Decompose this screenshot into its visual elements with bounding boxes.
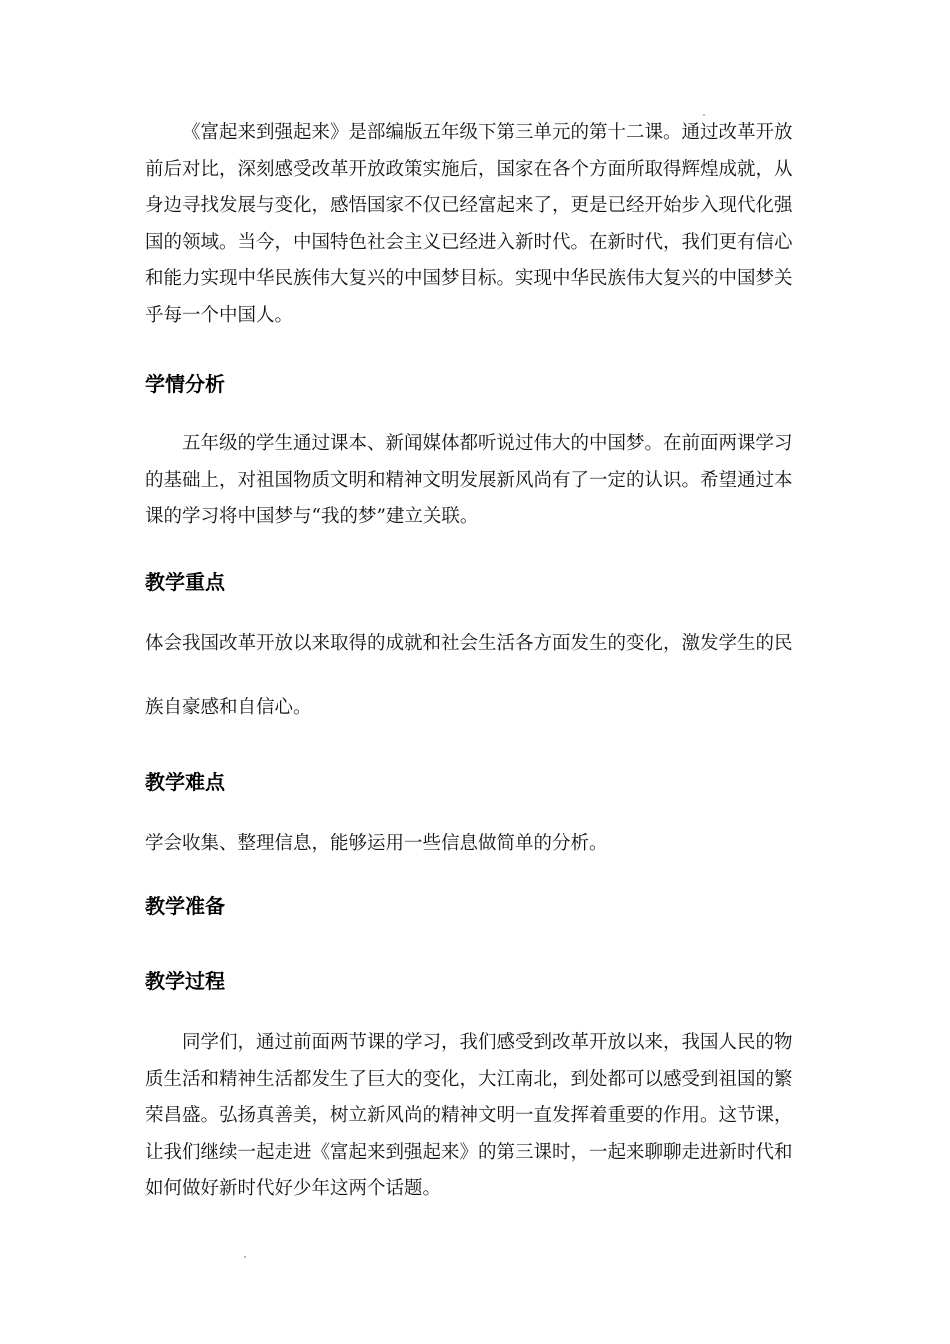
process-paragraph: 同学们，通过前面两节课的学习，我们感受到改革开放以来，我国人民的物质生活和精神生活都发生了巨大的变化，大江南北，到处都可以感受到祖国的繁荣昌盛。弘扬真善美，树立新风尚的精神文明一直发挥着重要的作用。这节课，让我们继续一起走进《富起来到强起来》的第三课时，一起来聊聊走进新时代和如何做好新时代好少年这两个话题。 bbox=[145, 1032, 793, 1199]
section-heading-preparation: 教学准备 bbox=[145, 894, 225, 918]
section-heading-difficulties: 教学难点 bbox=[145, 770, 225, 794]
key-points-paragraph: 体会我国改革开放以来取得的成就和社会生活各方面发生的变化，激发学生的民族自豪感和自信心。 bbox=[145, 633, 793, 718]
difficulties-paragraph: 学会收集、整理信息，能够运用一些信息做简单的分析。 bbox=[145, 833, 608, 854]
section-heading-student-analysis: 学情分析 bbox=[145, 372, 225, 396]
student-analysis-paragraph: 五年级的学生通过课本、新闻媒体都听说过伟大的中国梦。在前面两课学习的基础上，对祖国物质文明和精神文明发展新风尚有了一定的认识。希望通过本课的学习将中国梦与“我的梦”建立关联。 bbox=[145, 433, 793, 527]
scan-speck bbox=[244, 1256, 246, 1258]
intro-paragraph: 《富起来到强起来》是部编版五年级下第三单元的第十二课。通过改革开放前后对比，深刻感受改革开放政策实施后，国家在各个方面所取得辉煌成就，从身边寻找发展与变化，感悟国家不仅已经富起来了，更是已经开始步入现代化强国的领域。当今，中国特色社会主义已经进入新时代。在新时代，我们更有信心和能力实现中华民族伟大复兴的中国梦目标。实现中华民族伟大复兴的中国梦关乎每一个中国人。 bbox=[145, 122, 793, 326]
section-heading-process: 教学过程 bbox=[145, 969, 225, 993]
section-heading-key-points: 教学重点 bbox=[145, 570, 225, 594]
